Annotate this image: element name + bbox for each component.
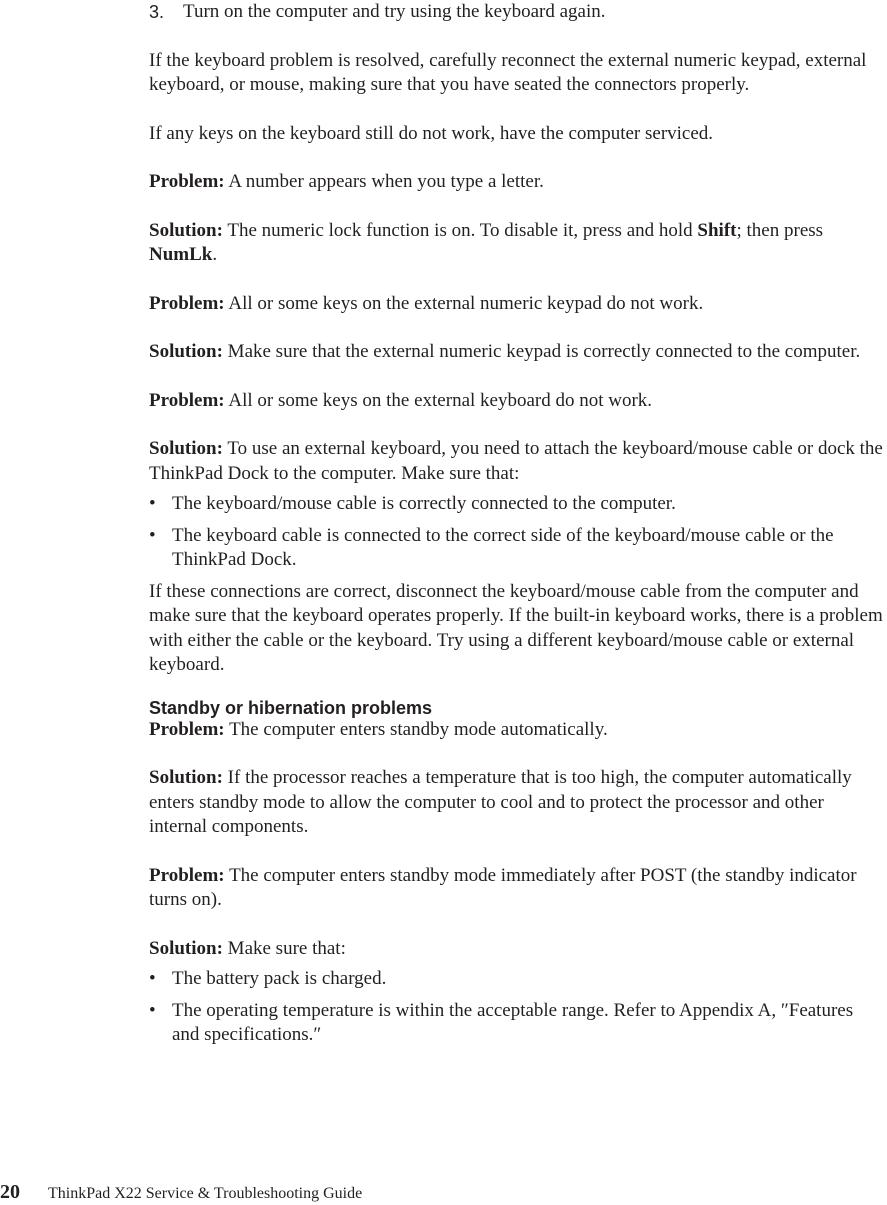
list-item	[149, 524, 885, 573]
solution-label: Solution:	[149, 438, 223, 459]
problem-label: Problem:	[149, 864, 225, 886]
solution-text: Make sure that:	[227, 937, 346, 959]
solution-label: Solution:	[149, 767, 223, 788]
step-number: 3.	[149, 2, 165, 22]
solution-label: Solution:	[149, 937, 223, 959]
problem-label: Problem:	[149, 292, 225, 314]
keyboard-checklist	[149, 492, 885, 573]
problem-label: Problem:	[149, 718, 225, 740]
list-item	[149, 999, 885, 1048]
problem-standby-auto	[149, 718, 885, 743]
bullet-marker: •	[149, 968, 156, 989]
key-shift: Shift	[697, 219, 737, 241]
list-item-text: The keyboard/mouse cable is correctly connected to the computer.	[172, 493, 676, 514]
list-item	[149, 967, 885, 992]
page-number: 20	[0, 1181, 20, 1203]
list-item-text: The battery pack is charged.	[172, 968, 387, 989]
solution-standby-post	[149, 937, 885, 962]
solution-numlock	[149, 219, 885, 268]
problem-number-appears	[149, 170, 885, 195]
solution-external-keyboard	[149, 437, 885, 486]
list-item-text: The keyboard cable is connected to the correct side of the keyboard/mouse cable or the ThinkPad Dock.	[172, 524, 834, 570]
standby-checklist	[149, 967, 885, 1048]
problem-text: A number appears when you type a letter.	[228, 171, 544, 192]
list-item-text: The operating temperature is within the acceptable range. Refer to Appendix A, ″Features and specifications.″	[172, 999, 854, 1045]
key-numlk: NumLk	[149, 244, 213, 265]
problem-standby-post	[149, 864, 885, 913]
problem-external-keyboard	[149, 389, 885, 414]
solution-text: Make sure that the external numeric keypad is correctly connected to the computer.	[227, 341, 861, 362]
bullet-marker: •	[149, 493, 156, 514]
paragraph-resolved: If the keyboard problem is resolved, carefully reconnect the external numeric keypad, external keyboard, or mouse, making sure that you have seated the connectors properly.	[149, 49, 867, 95]
paragraph-connections: If these connections are correct, disconnect the keyboard/mouse cable from the computer and make sure that the keyboard operates properly. If the built-in keyboard works, there is a problem with either the cable or the keyboard. Try using a different keyboard/mouse cable or external keyboard.	[149, 580, 883, 675]
solution-label: Solution:	[149, 341, 223, 362]
solution-label: Solution:	[149, 219, 223, 241]
problem-text: The computer enters standby mode immediately after POST (the standby indicator turns on).	[149, 864, 857, 910]
step-text: Turn on the computer and try using the keyboard again.	[183, 1, 606, 22]
problem-text: The computer enters standby mode automatically.	[229, 718, 608, 740]
guide-title: ThinkPad X22 Service & Troubleshooting Guide	[48, 1185, 363, 1202]
problem-text: All or some keys on the external numeric keypad do not work.	[228, 292, 704, 314]
solution-text-pre: The numeric lock function is on. To disable it, press and hold	[227, 219, 698, 241]
paragraph-serviced: If any keys on the keyboard still do not work, have the computer serviced.	[149, 122, 714, 144]
page-content	[149, 0, 885, 1055]
bullet-marker: •	[149, 524, 156, 546]
solution-text-mid: ; then press	[736, 219, 824, 241]
section-heading-standby: Standby or hibernation problems	[149, 697, 433, 718]
list-item	[149, 492, 885, 517]
solution-text-post: .	[212, 244, 218, 265]
bullet-marker: •	[149, 999, 156, 1021]
problem-label: Problem:	[149, 389, 225, 411]
problem-text: All or some keys on the external keyboard do not work.	[228, 389, 653, 411]
solution-numeric-keypad	[149, 340, 885, 365]
problem-label: Problem:	[149, 171, 225, 192]
solution-standby-auto	[149, 766, 885, 840]
problem-numeric-keypad	[149, 292, 885, 317]
solution-text: If the processor reaches a temperature that is too high, the computer automatically enters standby mode to allow the computer to cool and to protect the processor and other internal components.	[149, 767, 852, 837]
solution-text: To use an external keyboard, you need to attach the keyboard/mouse cable or dock the ThinkPad Dock to the computer. Make sure that:	[149, 438, 883, 484]
step-3	[149, 0, 885, 25]
